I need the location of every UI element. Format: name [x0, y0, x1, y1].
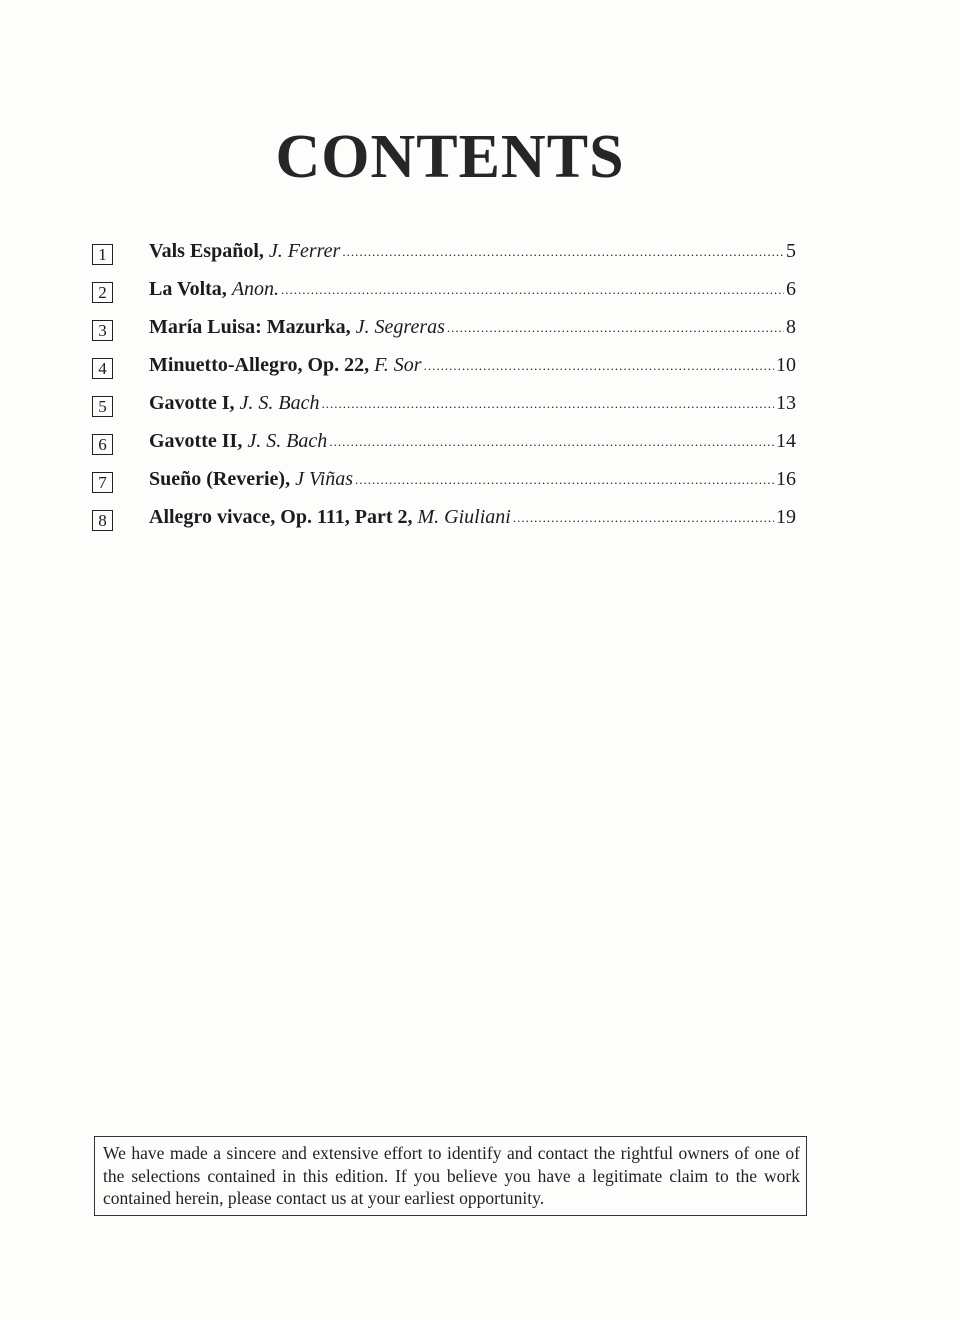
page-title: CONTENTS — [275, 123, 625, 191]
entry-number-box: 8 — [92, 510, 113, 531]
entry-composer: Anon. — [231, 278, 280, 300]
entry-page-number: 14 — [776, 430, 796, 452]
toc-entry — [92, 430, 796, 468]
entry-title: Minuetto-Allegro, Op. 22, — [149, 354, 370, 376]
table-of-contents — [92, 240, 796, 544]
dot-leader — [424, 353, 774, 376]
entry-title: Gavotte II, — [149, 430, 243, 452]
entry-title: Allegro vivace, Op. 111, Part 2, — [149, 506, 413, 528]
entry-number-box: 6 — [92, 434, 113, 455]
entry-page-number: 13 — [776, 392, 796, 414]
entry-composer: J. S. Bach — [247, 430, 328, 452]
entry-composer: J. Ferrer — [268, 240, 341, 262]
entry-number-box: 7 — [92, 472, 113, 493]
toc-entry — [92, 354, 796, 392]
dot-leader — [355, 467, 774, 490]
dot-leader — [329, 429, 774, 452]
entry-number-box: 3 — [92, 320, 113, 341]
entry-page-number: 19 — [776, 506, 796, 528]
entry-composer: J. S. Bach — [239, 392, 320, 414]
entry-title: Vals Español, — [149, 240, 264, 262]
toc-entry — [92, 240, 796, 278]
toc-entry — [92, 316, 796, 354]
entry-page-number: 16 — [776, 468, 796, 490]
toc-entry — [92, 392, 796, 430]
entry-title: Gavotte I, — [149, 392, 235, 414]
dot-leader — [322, 391, 774, 414]
entry-page-number: 10 — [776, 354, 796, 376]
dot-leader — [513, 505, 774, 528]
toc-entry — [92, 506, 796, 544]
dot-leader — [447, 315, 784, 338]
entry-title: María Luisa: Mazurka, — [149, 316, 351, 338]
dot-leader — [281, 277, 784, 300]
entry-number-box: 4 — [92, 358, 113, 379]
entry-title: La Volta, — [149, 278, 227, 300]
entry-number-box: 5 — [92, 396, 113, 417]
entry-page-number: 8 — [786, 316, 796, 338]
entry-number-box: 2 — [92, 282, 113, 303]
entry-page-number: 6 — [786, 278, 796, 300]
toc-entry — [92, 468, 796, 506]
entry-composer: J Viñas — [295, 468, 354, 490]
copyright-notice — [94, 1136, 807, 1216]
entry-number-box: 1 — [92, 244, 113, 265]
entry-page-number: 5 — [786, 240, 796, 262]
entry-title: Sueño (Reverie), — [149, 468, 291, 490]
notice-text: We have made a sincere and extensive effort to identify and contact the rightful owners of one of the selections contained in this edition. If you believe you have a legitimate claim to the work contained herein, please contact us at your earliest opportunity. — [103, 1143, 800, 1208]
entry-composer: F. Sor — [374, 354, 422, 376]
dot-leader — [342, 239, 784, 262]
entry-composer: M. Giuliani — [417, 506, 511, 528]
toc-entry — [92, 278, 796, 316]
entry-composer: J. Segreras — [355, 316, 445, 338]
